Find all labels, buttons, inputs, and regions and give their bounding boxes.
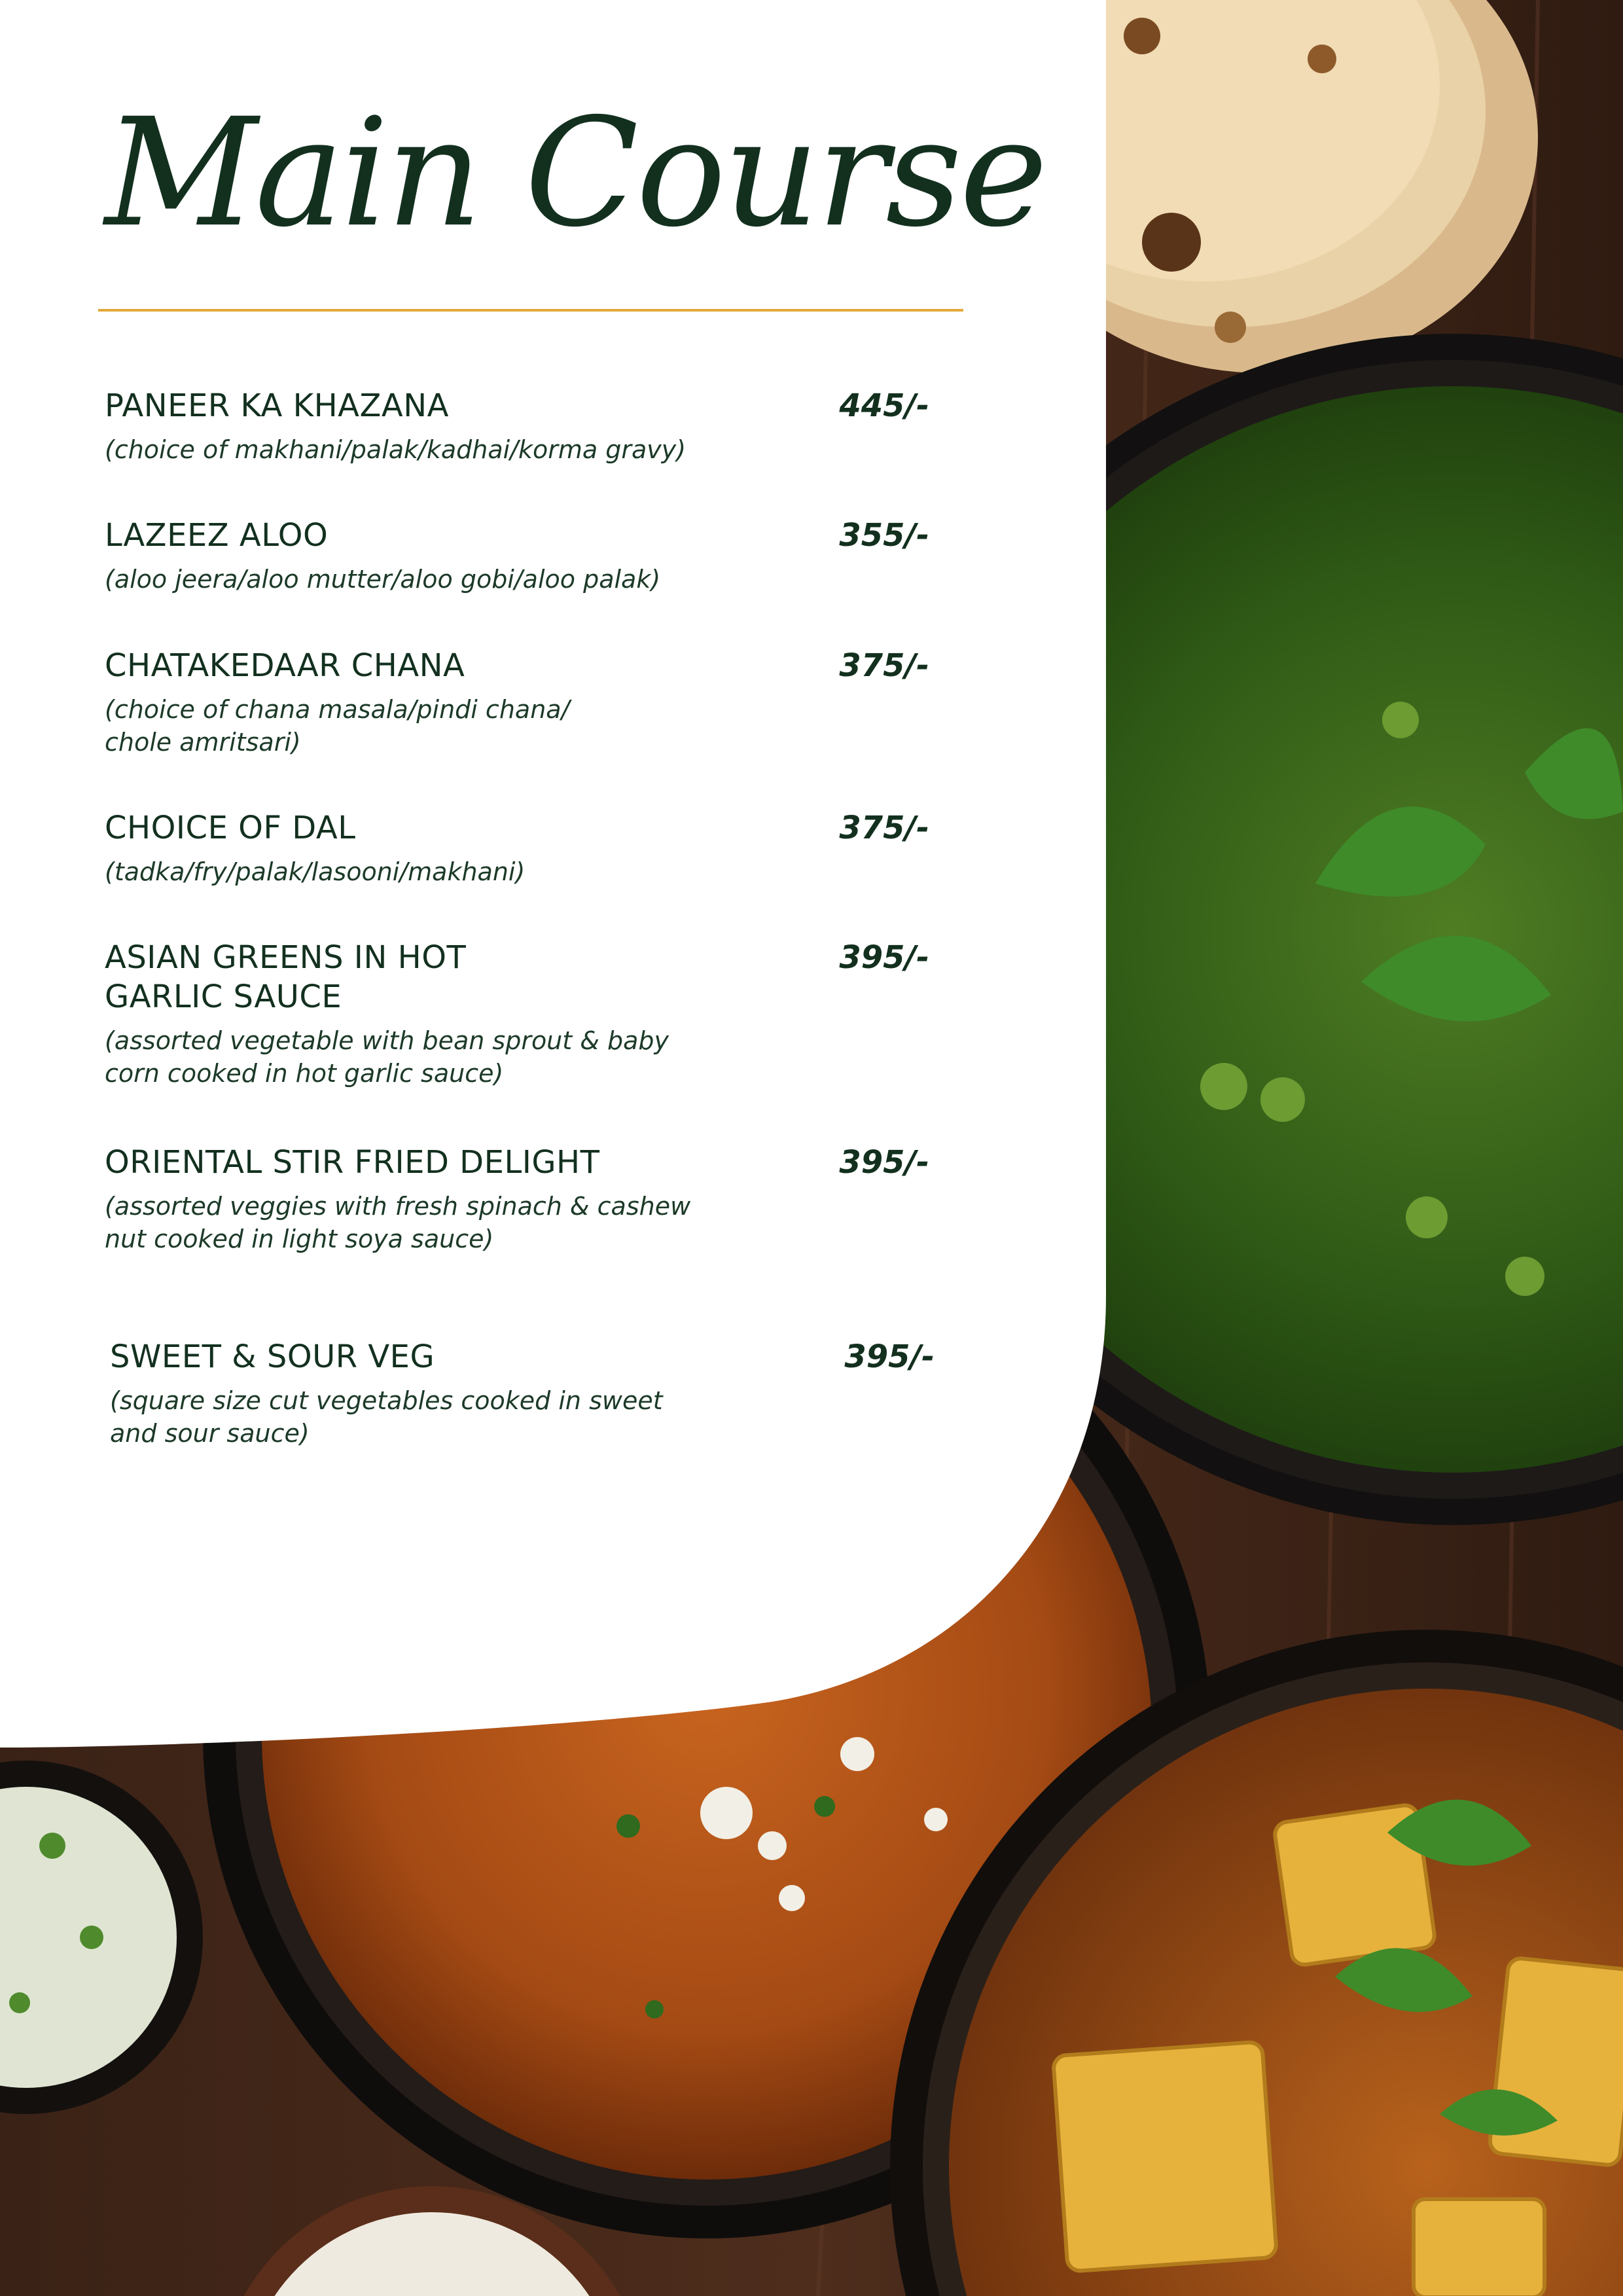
menu-item-price: 395/-: [839, 939, 929, 976]
menu-item: [105, 1143, 929, 1255]
menu-item-description: (choice of chana masala/pindi chana/ chole amritsari): [105, 695, 570, 757]
menu-item: [110, 1337, 935, 1450]
menu-item-name: CHATAKEDAAR CHANA: [105, 647, 465, 684]
menu-item-price: 375/-: [839, 647, 929, 684]
menu-item-name: LAZEEZ ALOO: [105, 517, 329, 554]
menu-item-description: (assorted veggies with fresh spinach & cashew nut cooked in light soya sauce): [105, 1192, 691, 1253]
menu-item-description: (choice of makhani/palak/kadhai/korma gravy): [105, 435, 687, 464]
menu-item-price: 375/-: [839, 810, 929, 846]
menu-item-price: 355/-: [839, 517, 929, 554]
menu-item-description: (square size cut vegetables cooked in sweet and sour sauce): [110, 1386, 663, 1448]
page-title: Main Course: [105, 86, 1046, 260]
menu-item-price: 445/-: [839, 387, 929, 424]
menu-item: [105, 646, 929, 759]
title-divider: [98, 309, 963, 312]
menu-item-name: ASIAN GREENS IN HOT GARLIC SAUCE: [105, 939, 467, 1015]
menu-item: [105, 938, 929, 1090]
menu-item-name: ORIENTAL STIR FRIED DELIGHT: [105, 1144, 600, 1181]
menu-item-description: (aloo jeera/aloo mutter/aloo gobi/aloo palak): [105, 565, 661, 594]
menu-item-name: SWEET & SOUR VEG: [110, 1338, 435, 1375]
menu-item-description: (assorted vegetable with bean sprout & baby corn cooked in hot garlic sauce): [105, 1026, 669, 1088]
menu-item: [105, 516, 929, 596]
menu-item: [105, 808, 929, 888]
menu-item-price: 395/-: [839, 1144, 929, 1181]
menu-item: [105, 386, 929, 466]
menu-item-name: CHOICE OF DAL: [105, 810, 356, 846]
menu-item-price: 395/-: [844, 1338, 935, 1375]
menu-item-description: (tadka/fry/palak/lasooni/makhani): [105, 857, 526, 886]
menu-item-name: PANEER KA KHAZANA: [105, 387, 449, 424]
